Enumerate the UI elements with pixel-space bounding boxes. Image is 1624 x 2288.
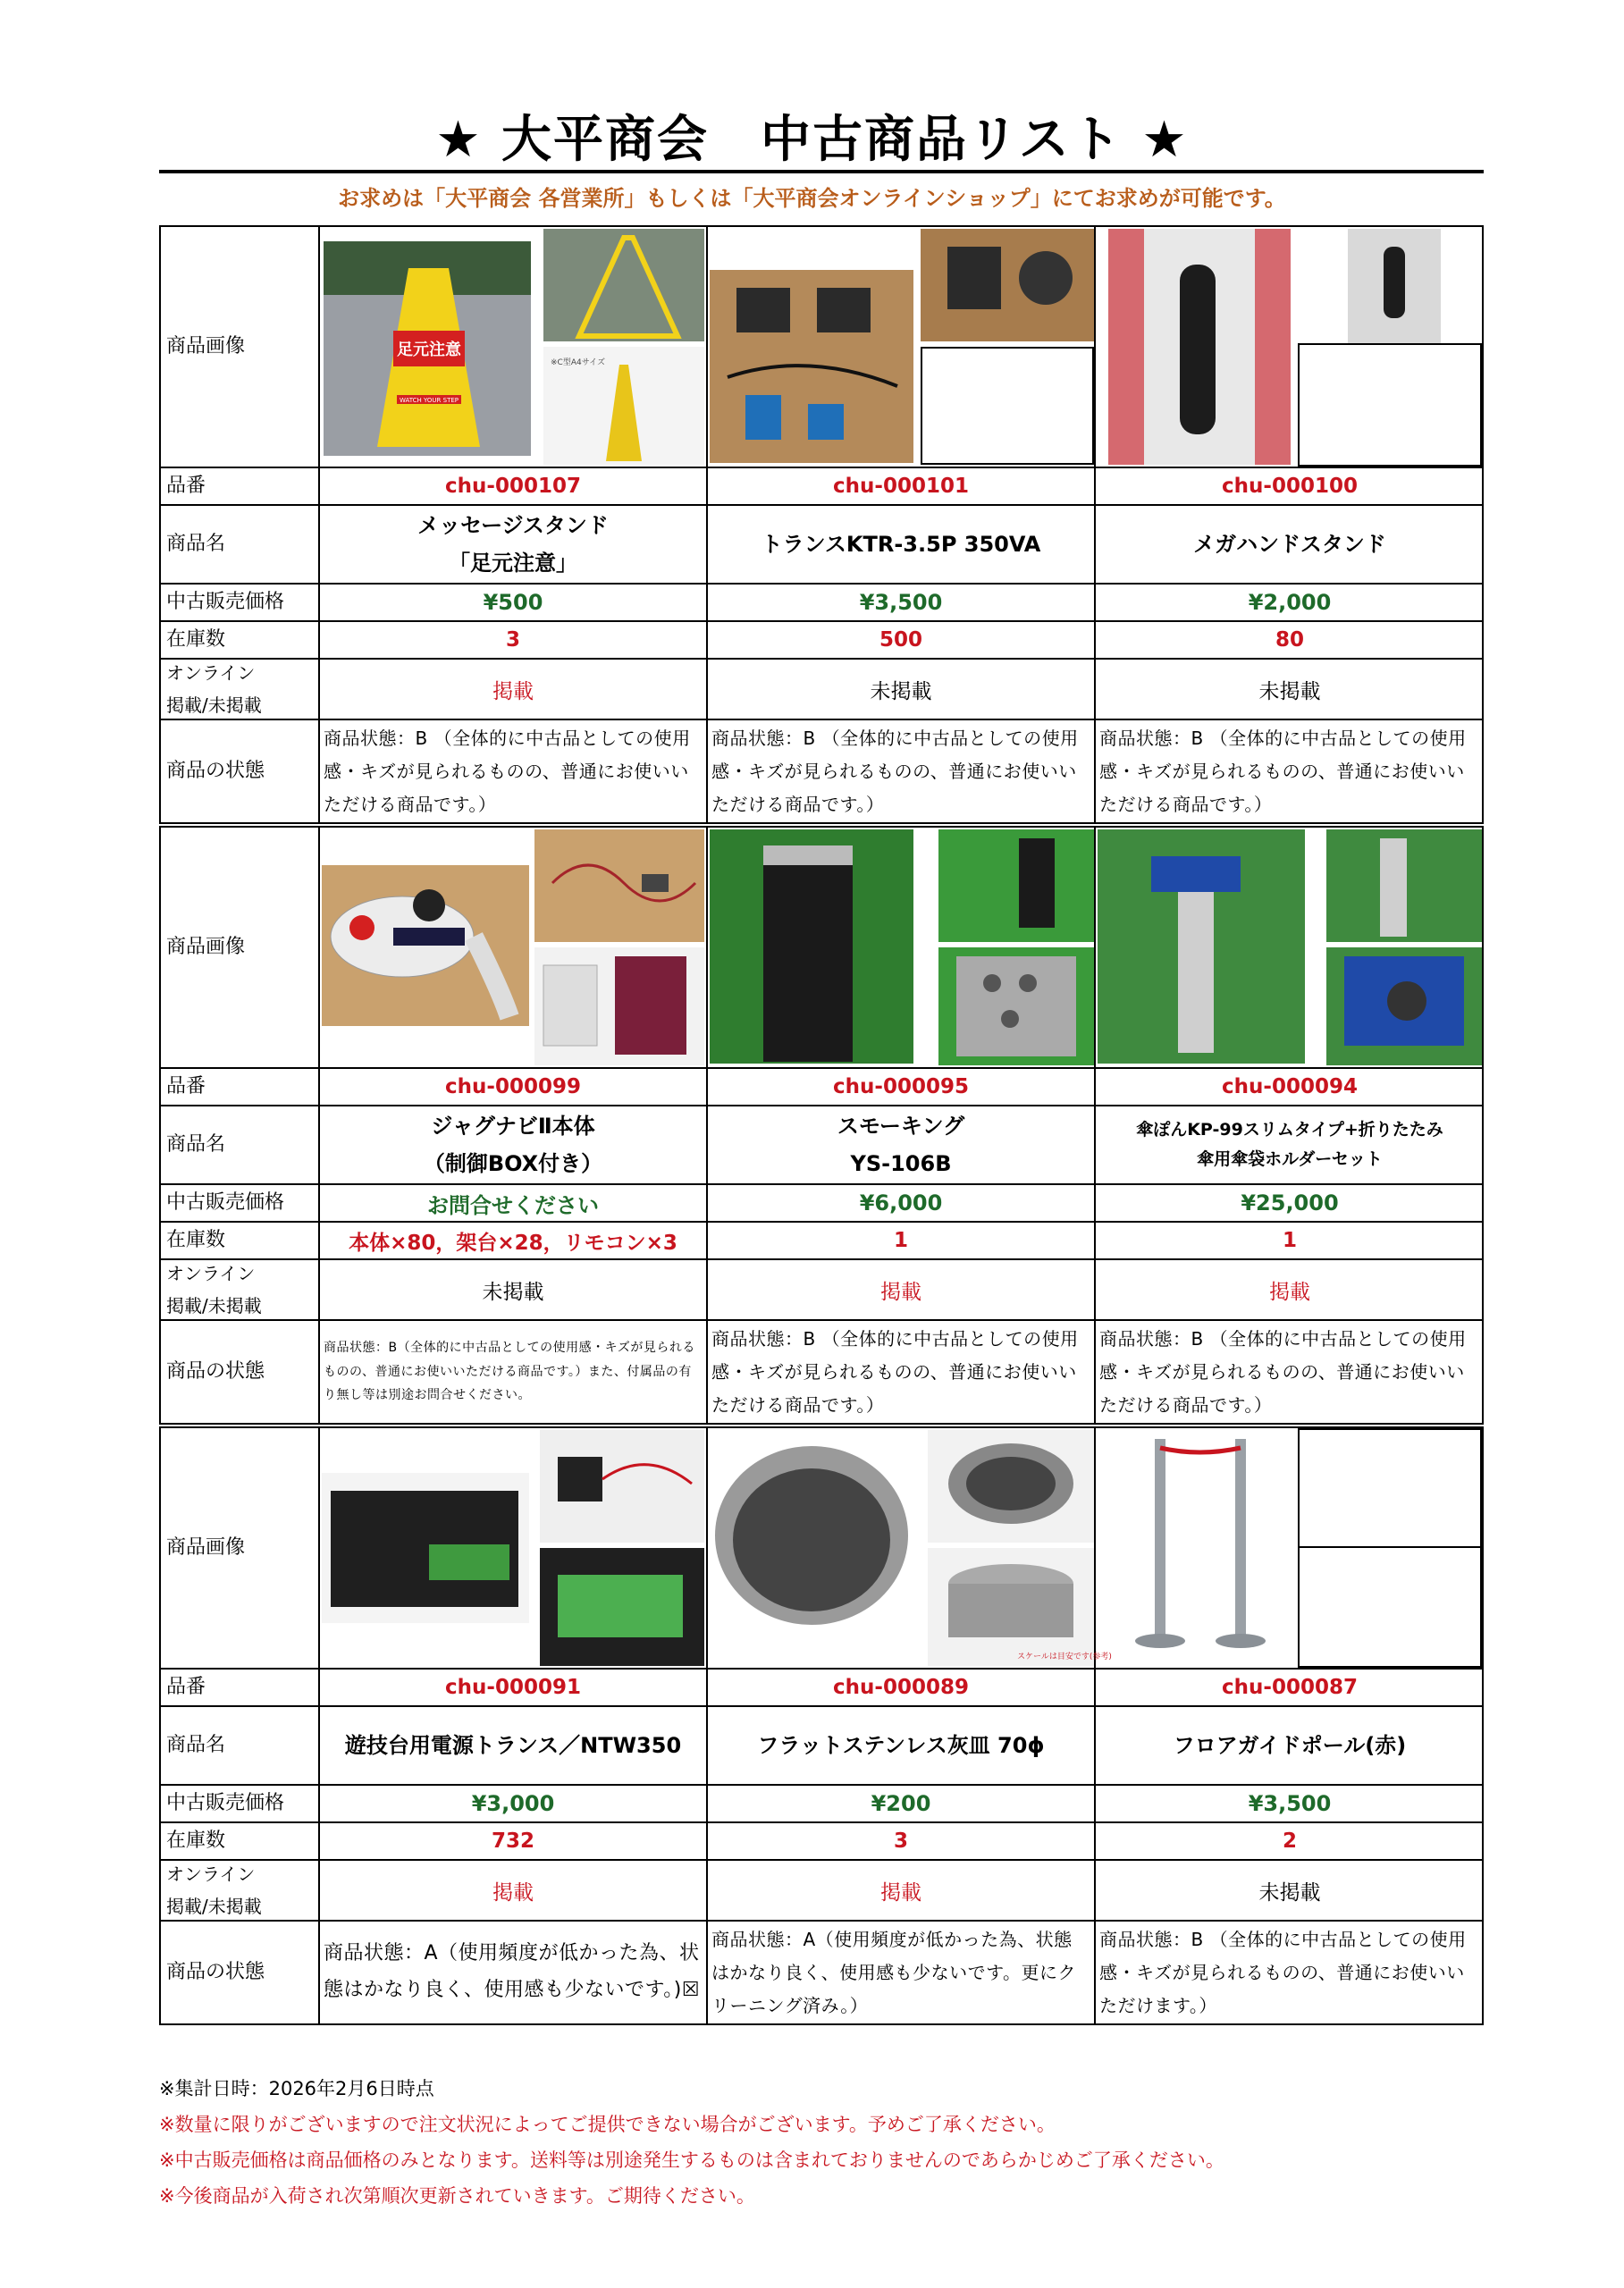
product-code-4: chu-000095 xyxy=(708,1069,1096,1106)
product-price-3: お問合せください xyxy=(320,1185,708,1223)
product-online-1: 未掲載 xyxy=(708,660,1096,720)
sign-footer-text: WATCH YOUR STEP xyxy=(399,397,459,404)
row-label-price: 中古販売価格 xyxy=(161,585,320,622)
note-price: ※中古販売価格は商品価格のみとなります。送料等は別途発生するものは含まれておりませんのであらかじめご了承ください。 xyxy=(159,2149,1224,2171)
product-table xyxy=(159,225,1484,2027)
hand-stand-detail-photo xyxy=(1348,229,1441,343)
empty-image-slot xyxy=(1298,1546,1482,1668)
ashtray-side-photo xyxy=(928,1430,1094,1543)
product-price-8: ¥3,500 xyxy=(1096,1786,1484,1823)
product-online-5: 掲載 xyxy=(1096,1260,1484,1321)
product-stock-1: 500 xyxy=(708,622,1096,660)
product-online-0: 掲載 xyxy=(320,660,708,720)
product-code-3: chu-000099 xyxy=(320,1069,708,1106)
row-label-image: 商品画像 xyxy=(161,227,320,468)
product-stock-0: 3 xyxy=(320,622,708,660)
product-image-4 xyxy=(708,828,1096,1069)
kasapon-photo xyxy=(1098,829,1305,1064)
product-online-6: 掲載 xyxy=(320,1861,708,1922)
row-label-online: オンライン 掲載/未掲載 xyxy=(161,660,320,720)
product-name-1: トランスKTR-3.5P 350VA xyxy=(708,506,1096,585)
sign-side-photo xyxy=(543,229,704,341)
product-image-3 xyxy=(320,828,708,1069)
row-label-name: 商品名 xyxy=(161,1106,320,1185)
footnotes xyxy=(159,2072,1484,2215)
row-label-code: 品番 xyxy=(161,468,320,506)
product-image-0 xyxy=(320,227,708,468)
product-image-5 xyxy=(1096,828,1484,1069)
page-title: ★ 大平商会 中古商品リスト ★ xyxy=(435,111,1189,169)
product-code-1: chu-000101 xyxy=(708,468,1096,506)
ashtray-photo xyxy=(710,1437,913,1666)
product-online-4: 掲載 xyxy=(708,1260,1096,1321)
product-condition-1: 商品状態：B （全体的に中古品としての使用感・キズが見られるものの、普通にお使いいただける商品です。） xyxy=(708,720,1096,822)
jagnavi-cable-photo xyxy=(534,829,704,942)
product-code-2: chu-000100 xyxy=(1096,468,1484,506)
power-transformer-photo xyxy=(322,1473,529,1623)
jagnavi-photo xyxy=(322,865,529,1026)
row-label-price: 中古販売価格 xyxy=(161,1786,320,1823)
ashtray-stack-photo xyxy=(928,1548,1112,1666)
product-price-5: ¥25,000 xyxy=(1096,1185,1484,1223)
smoking-stand-photo xyxy=(710,829,913,1064)
transformer-detail-photo xyxy=(921,229,1094,341)
power-transformer-label-photo xyxy=(540,1548,704,1666)
product-name-0: メッセージスタンド 「足元注意」 xyxy=(320,506,708,585)
row-label-code: 品番 xyxy=(161,1670,320,1707)
product-block-1 xyxy=(159,225,1484,824)
product-name-6: 遊技台用電源トランス／NTW350 xyxy=(320,1707,708,1786)
product-stock-7: 3 xyxy=(708,1823,1096,1861)
product-condition-6: 商品状態：A（使用頻度が低かった為、状態はかなり良く、使用感も少ないです。)☒ xyxy=(320,1922,708,2023)
row-label-name: 商品名 xyxy=(161,1707,320,1786)
note-quantity: ※数量に限りがございますので注文状況によってご提供できない場合がございます。予めご了承ください。 xyxy=(159,2113,1056,2135)
product-condition-7: 商品状態：A（使用頻度が低かった為、状態はかなり良く、使用感も少ないです。更にクリーニング済み。） xyxy=(708,1922,1096,2023)
page-subtitle: お求めは「大平商会 各営業所」もしくは「大平商会オンラインショップ」にてお求めが可能です。 xyxy=(338,186,1286,211)
row-label-stock: 在庫数 xyxy=(161,622,320,660)
row-label-image: 商品画像 xyxy=(161,1428,320,1670)
product-condition-8: 商品状態：B （全体的に中古品としての使用感・キズが見られるものの、普通にお使いいただけます。） xyxy=(1099,1928,1467,2016)
product-image-2 xyxy=(1096,227,1484,468)
product-name-7: フラットステンレス灰皿 70ϕ xyxy=(708,1707,1096,1786)
product-price-1: ¥3,500 xyxy=(708,585,1096,622)
product-price-2: ¥2,000 xyxy=(1096,585,1484,622)
transformer-photo xyxy=(710,270,913,463)
product-code-8: chu-000087 xyxy=(1096,1670,1484,1707)
product-name-3: ジャグナビⅡ本体 （制御BOX付き） xyxy=(320,1106,708,1185)
sign-main-text: 足元注意 xyxy=(397,341,461,359)
product-price-4: ¥6,000 xyxy=(708,1185,1096,1223)
product-price-0: ¥500 xyxy=(320,585,708,622)
row-label-code: 品番 xyxy=(161,1069,320,1106)
product-condition-5: 商品状態：B （全体的に中古品としての使用感・キズが見られるものの、普通にお使いいただける商品です。） xyxy=(1099,1327,1467,1416)
product-name-2: メガハンドスタンド xyxy=(1096,506,1484,585)
note-update: ※今後商品が入荷され次第順次更新されていきます。ご期待ください。 xyxy=(159,2184,755,2207)
product-condition-3: 商品状態：B（全体的に中古品としての使用感・キズが見られるものの、普通にお使いいただける商品です。）また、付属品の有り無し等は別途お問合せください。 xyxy=(320,1321,708,1423)
empty-image-slot xyxy=(1298,1428,1482,1548)
product-price-6: ¥3,000 xyxy=(320,1786,708,1823)
hand-stand-photo xyxy=(1108,229,1291,465)
product-stock-4: 1 xyxy=(708,1223,1096,1260)
product-block-2 xyxy=(159,826,1484,1425)
product-image-8 xyxy=(1096,1428,1484,1670)
product-stock-3: 本体×80，架台×28，リモコン×3 xyxy=(320,1223,708,1260)
product-online-8: 未掲載 xyxy=(1096,1861,1484,1922)
product-name-5: 傘ぽんKP-99スリムタイプ+折りたたみ 傘用傘袋ホルダーセット xyxy=(1096,1106,1484,1185)
product-name-4: スモーキング YS-106B xyxy=(708,1106,1096,1185)
product-condition-0: 商品状態：B （全体的に中古品としての使用感・キズが見られるものの、普通にお使いいただける商品です。） xyxy=(320,720,708,822)
product-condition-2: 商品状態：B （全体的に中古品としての使用感・キズが見られるものの、普通にお使いいただける商品です。） xyxy=(1099,727,1467,815)
product-block-3 xyxy=(159,1426,1484,2025)
product-stock-8: 2 xyxy=(1096,1823,1484,1861)
row-label-name: 商品名 xyxy=(161,506,320,585)
title-divider xyxy=(159,170,1484,173)
product-online-2: 未掲載 xyxy=(1096,660,1484,720)
ashtray-scale-note: スケールは目安です(参考) xyxy=(1017,1653,1112,1661)
smoking-stand-side-photo xyxy=(938,829,1094,942)
product-condition-4: 商品状態：B （全体的に中古品としての使用感・キズが見られるものの、普通にお使いいただける商品です。） xyxy=(708,1321,1096,1423)
product-price-7: ¥200 xyxy=(708,1786,1096,1823)
row-label-stock: 在庫数 xyxy=(161,1223,320,1260)
row-label-stock: 在庫数 xyxy=(161,1823,320,1861)
sign-photo xyxy=(324,241,531,456)
product-image-1 xyxy=(708,227,1096,468)
product-code-6: chu-000091 xyxy=(320,1670,708,1707)
product-online-3: 未掲載 xyxy=(320,1260,708,1321)
product-stock-2: 80 xyxy=(1096,622,1484,660)
kasapon-side-photo xyxy=(1326,829,1482,942)
power-transformer-cable-photo xyxy=(540,1430,704,1543)
row-label-image: 商品画像 xyxy=(161,828,320,1069)
row-label-condition: 商品の状態 xyxy=(161,1321,320,1423)
product-code-0: chu-000107 xyxy=(320,468,708,506)
product-image-6 xyxy=(320,1428,708,1670)
row-label-online: オンライン 掲載/未掲載 xyxy=(161,1861,320,1922)
empty-image-slot xyxy=(921,347,1094,465)
product-code-5: chu-000094 xyxy=(1096,1069,1484,1106)
jagnavi-box-photo xyxy=(534,947,704,1065)
sign-size-note: ※C型A4サイズ xyxy=(551,358,605,367)
product-stock-6: 732 xyxy=(320,1823,708,1861)
guide-pole-photo xyxy=(1128,1430,1275,1664)
note-date: ※集計日時：2026年2月6日時点 xyxy=(159,2078,434,2099)
kasapon-top-photo xyxy=(1326,947,1482,1065)
row-label-price: 中古販売価格 xyxy=(161,1185,320,1223)
product-stock-5: 1 xyxy=(1096,1223,1484,1260)
smoking-stand-top-photo xyxy=(938,947,1094,1065)
product-image-7 xyxy=(708,1428,1112,1670)
row-label-condition: 商品の状態 xyxy=(161,1922,320,2023)
product-online-7: 掲載 xyxy=(708,1861,1096,1922)
row-label-condition: 商品の状態 xyxy=(161,720,320,822)
product-name-8: フロアガイドポール(赤) xyxy=(1096,1707,1484,1786)
product-code-7: chu-000089 xyxy=(708,1670,1096,1707)
sign-size-photo xyxy=(543,347,704,465)
empty-image-slot xyxy=(1298,343,1482,467)
row-label-online: オンライン 掲載/未掲載 xyxy=(161,1260,320,1321)
